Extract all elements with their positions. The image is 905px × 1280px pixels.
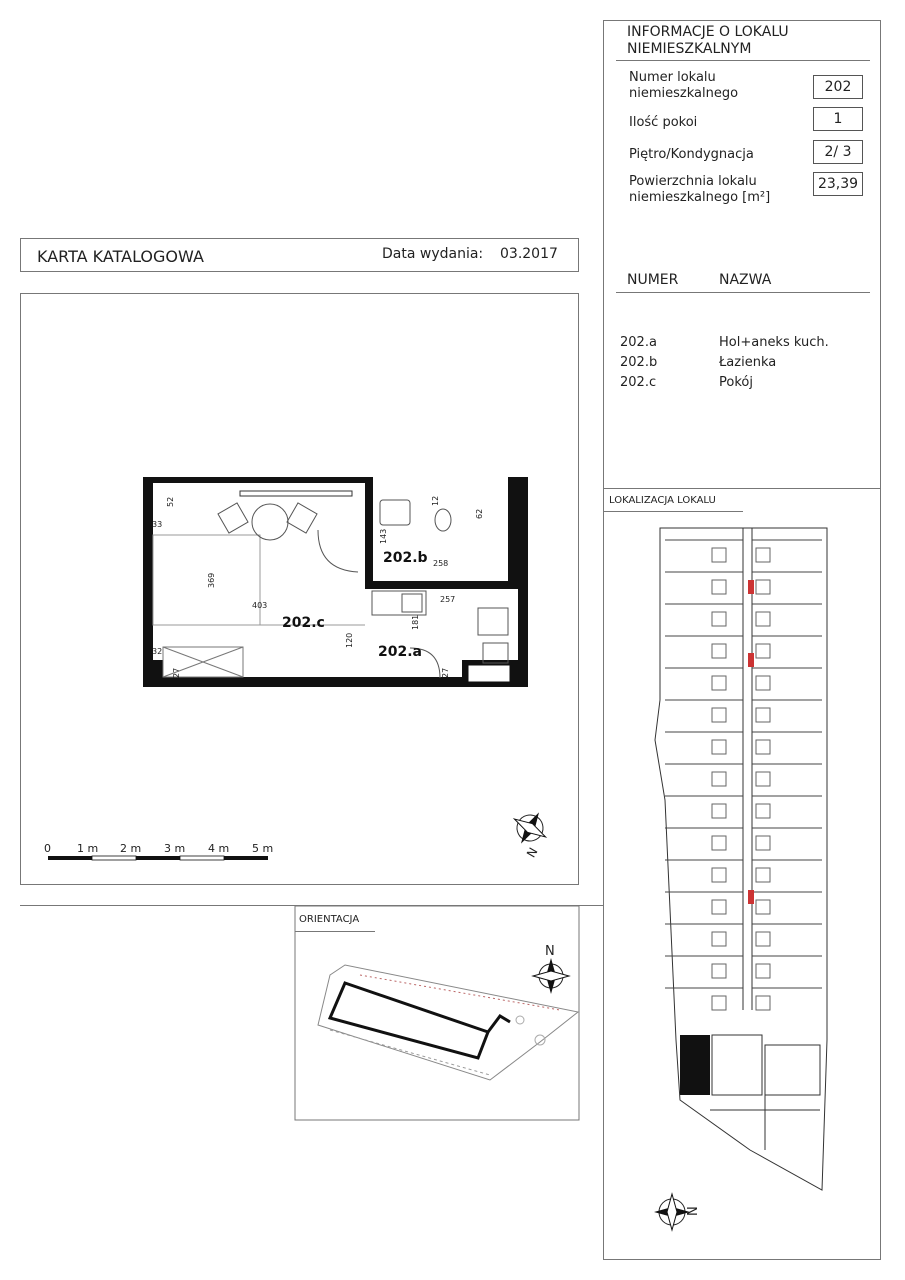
info-row-numer-label2: niemieszkalnego <box>629 86 739 101</box>
info-title-line1: INFORMACJE O LOKALU <box>627 24 789 40</box>
orientation-compass-icon <box>533 958 569 994</box>
wall-bathroom-left <box>365 477 373 589</box>
card-date-label: Data wydania: <box>382 246 484 262</box>
info-row-pietro-label: Piętro/Kondygnacja <box>629 147 754 162</box>
scale-4m: 4 m <box>208 842 230 855</box>
unit-bathroom <box>712 740 726 754</box>
dim-33: 33 <box>152 520 163 529</box>
unit-bathroom <box>756 836 770 850</box>
toilet <box>435 509 451 531</box>
unit-bathroom <box>712 644 726 658</box>
unit-bathroom <box>756 932 770 946</box>
info-row-numer-value: 202 <box>813 75 863 99</box>
orientation-title: ORIENTACJA <box>299 914 360 925</box>
scale-2m: 2 m <box>120 842 142 855</box>
dim-258: 258 <box>433 559 449 568</box>
niche <box>468 665 510 682</box>
dim-369: 369 <box>207 572 216 588</box>
location-compass-icon <box>654 1194 690 1230</box>
dim-120: 120 <box>345 632 354 648</box>
col-numer-header: NUMER <box>627 272 679 288</box>
room-numer-b: 202.b <box>620 355 658 370</box>
unit-bathroom <box>756 580 770 594</box>
unit-bathroom <box>756 708 770 722</box>
unit-bathroom <box>756 548 770 562</box>
info-row-powierzchnia-label2: niemieszkalnego [m²] <box>629 190 771 205</box>
unit-bathroom <box>712 612 726 626</box>
dim-32: 32 <box>152 647 163 656</box>
plan-north-label: N <box>523 845 541 860</box>
unit-bathroom <box>712 580 726 594</box>
unit-bathroom <box>756 900 770 914</box>
room-numer-a: 202.a <box>620 335 657 350</box>
site-plan-drawing <box>318 965 578 1080</box>
dim-143: 143 <box>379 528 388 544</box>
plan-room-label-b: 202.b <box>383 550 428 566</box>
highlight-unit-3 <box>748 890 754 904</box>
orientation-north-label: N <box>545 944 555 959</box>
wall-top-left <box>143 477 367 483</box>
scale-0: 0 <box>44 842 51 855</box>
location-north-label: N <box>686 1206 701 1216</box>
info-row-pokoje-value: 1 <box>813 107 863 131</box>
unit-bathroom <box>712 772 726 786</box>
dim-403: 403 <box>252 601 268 610</box>
room-nazwa-a: Hol+aneks kuch. <box>719 335 829 350</box>
dim-257: 257 <box>440 595 456 604</box>
door-arc-main <box>318 530 358 572</box>
table <box>252 504 288 540</box>
unit-bathroom <box>712 996 726 1010</box>
kitchen-counter <box>372 591 426 615</box>
unit-bathroom <box>712 964 726 978</box>
unit-bathroom <box>756 964 770 978</box>
orientation-title-underline <box>295 931 375 932</box>
dim-27-right: 27 <box>441 667 450 678</box>
location-title: LOKALIZACJA LOKALU <box>609 495 716 506</box>
card-date-value: 03.2017 <box>500 246 558 262</box>
unit-bathroom <box>756 772 770 786</box>
unit-bathroom <box>712 548 726 562</box>
scale-3m: 3 m <box>164 842 186 855</box>
plan-walls <box>143 477 528 687</box>
dim-52: 52 <box>166 496 175 507</box>
unit-bathroom <box>756 644 770 658</box>
card-title: KARTA KATALOGOWA <box>37 247 204 266</box>
chair-left <box>218 503 248 533</box>
dim-27-left: 27 <box>172 667 181 678</box>
unit-bathroom <box>712 708 726 722</box>
info-row-numer-label1: Numer lokalu <box>629 70 716 85</box>
unit-bathroom <box>756 676 770 690</box>
unit-bathroom <box>712 804 726 818</box>
info-row-pokoje-label: Ilość pokoi <box>629 115 698 130</box>
highlight-unit-1 <box>748 580 754 594</box>
sink <box>380 500 410 525</box>
dim-181: 181 <box>411 614 420 630</box>
stair-core <box>680 1035 710 1095</box>
scale-bar <box>48 856 268 860</box>
dim-12: 12 <box>431 495 440 506</box>
window-bar <box>240 491 352 496</box>
unit-bathroom <box>712 900 726 914</box>
scale-5m: 5 m <box>252 842 274 855</box>
chair-right <box>287 503 317 533</box>
kitchen-sink <box>478 608 508 635</box>
dim-62: 62 <box>475 508 484 519</box>
room-nazwa-b: Łazienka <box>719 355 777 370</box>
room-nazwa-c: Pokój <box>719 375 753 390</box>
unit-bathroom <box>712 868 726 882</box>
wall-corner-bl <box>143 660 163 687</box>
info-row-pietro-value: 2/ 3 <box>813 140 863 164</box>
hob <box>402 594 422 612</box>
info-row-powierzchnia-label1: Powierzchnia lokalu <box>629 174 757 189</box>
unit-bathroom <box>756 740 770 754</box>
unit-bathroom <box>712 836 726 850</box>
plan-room-label-c: 202.c <box>282 615 325 631</box>
unit-bathroom <box>712 932 726 946</box>
info-title-line2: NIEMIESZKALNYM <box>627 41 752 57</box>
compass-icon <box>505 803 554 852</box>
highlight-unit-2 <box>748 653 754 667</box>
unit-bathroom <box>756 868 770 882</box>
unit-bathroom <box>712 676 726 690</box>
info-row-powierzchnia-value: 23,39 <box>813 172 863 196</box>
room-numer-c: 202.c <box>620 375 657 390</box>
unit-bathroom <box>756 996 770 1010</box>
plan-room-label-a: 202.a <box>378 644 422 660</box>
unit-bathroom <box>756 612 770 626</box>
scale-1m: 1 m <box>77 842 99 855</box>
wall-bathroom-right <box>508 477 518 587</box>
col-nazwa-header: NAZWA <box>719 272 772 288</box>
unit-bathroom <box>756 804 770 818</box>
wall-bathroom-bottom <box>365 581 525 589</box>
